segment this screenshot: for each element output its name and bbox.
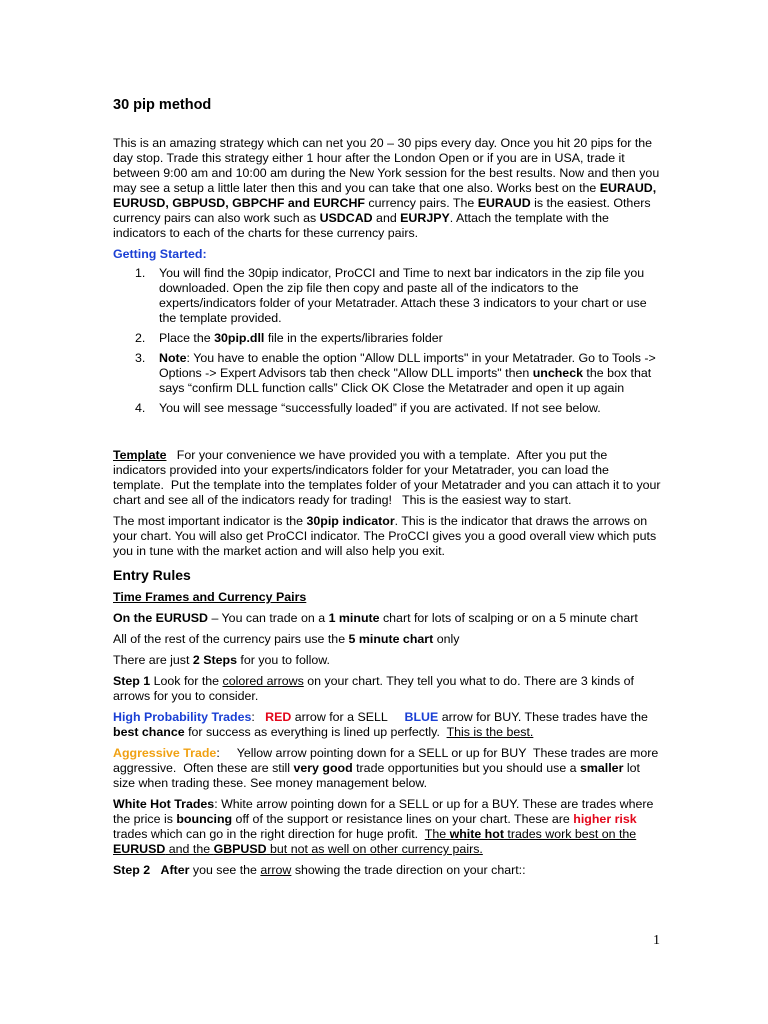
high-probability-label: High Probability Trades: [113, 710, 252, 724]
list-item: [113, 266, 661, 326]
rest-pairs-line: [113, 632, 661, 647]
eurusd-underlined-bold: EURUSD: [113, 842, 166, 856]
high-prob-text: for success as everything is lined up perfectly.: [184, 725, 447, 739]
aggressive-text: trade opportunities but you should use a: [352, 761, 580, 775]
aggressive-trade-label: Aggressive Trade: [113, 746, 217, 760]
white-hot-text: off of the support or resistance lines on your chart. These are: [232, 812, 574, 826]
step2-paragraph: [113, 863, 661, 878]
important-paragraph: [113, 514, 661, 559]
high-prob-text: arrow for BUY. These trades have the: [438, 710, 648, 724]
red-label: RED: [265, 710, 292, 724]
high-probability-paragraph: [113, 710, 661, 740]
best-chance-label: best chance: [113, 725, 185, 739]
one-minute-label: 1 minute: [328, 611, 380, 625]
list-text: : You have to enable the option "Allow DLL imports" in your Metatrader. Go to Tools -> Options -> Expert Advisors tab then check "Allow DLL imports" then: [159, 351, 656, 380]
note-label: Note: [159, 351, 187, 365]
intro-text: is the easiest. Others currency pairs can also work such as: [113, 196, 651, 225]
blue-label: BLUE: [404, 710, 439, 724]
step1-label: Step 1: [113, 674, 151, 688]
step1-text: Look for the: [150, 674, 223, 688]
template-text: For your convenience we have provided you with a template. After you put the indicators provided into your experts/indicators folder for your Metatrader, you can load the template. Put the template into the templates folder of your Metatrader and you can attach it to your chart and see all of the indicators ready for trading! This is the easiest way to start.: [113, 448, 665, 507]
intro-pairs: EURAUD, EURUSD, GBPUSD, GBPCHF and EURCHF: [113, 181, 657, 210]
timeframes-heading: Time Frames and Currency Pairs: [113, 590, 307, 604]
important-text: The most important indicator is the: [113, 514, 307, 528]
important-bold: 30pip indicator: [306, 514, 395, 528]
higher-risk-label: higher risk: [573, 812, 637, 826]
step1-paragraph: [113, 674, 661, 704]
arrow-text: arrow: [260, 863, 292, 877]
intro-text: currency pairs. The: [364, 196, 478, 210]
list-text: file in the experts/libraries folder: [264, 331, 443, 345]
very-good-label: very good: [293, 761, 353, 775]
eurusd-text: – You can trade on a: [208, 611, 329, 625]
list-number: 1.: [135, 266, 146, 280]
list-number: 3.: [135, 351, 146, 365]
aggressive-paragraph: [113, 746, 661, 791]
list-item: [113, 401, 661, 416]
intro-usdcad: USDCAD: [319, 211, 373, 225]
aggressive-text: : Yellow arrow pointing down for a SELL or up for BUY These trades are more aggressive. Often these are still: [113, 746, 662, 775]
two-steps-text: for you to follow.: [236, 653, 330, 667]
intro-eurjpy: EURJPY: [400, 211, 450, 225]
eurusd-line: [113, 611, 661, 626]
high-prob-text: arrow for a SELL: [291, 710, 405, 724]
two-steps-text: There are just: [113, 653, 193, 667]
five-minute-label: 5 minute chart: [348, 632, 434, 646]
steps-list: [113, 266, 661, 416]
after-label: After: [160, 863, 190, 877]
template-label: Template: [113, 448, 167, 462]
list-item: [113, 331, 661, 346]
white-hot-paragraph: [113, 797, 661, 857]
this-is-the-best-text: This is the best.: [446, 725, 534, 739]
rest-text: only: [433, 632, 460, 646]
two-steps-line: [113, 653, 661, 668]
list-item: [113, 351, 661, 396]
intro-euraud: EURAUD: [477, 196, 531, 210]
list-number: 4.: [135, 401, 146, 415]
aggressive-text: lot size when trading these. See money management below.: [113, 761, 640, 790]
white-hot-text: : White arrow pointing down for a SELL or up for a BUY. These are trades where the price is: [113, 797, 654, 826]
intro-paragraph: [113, 136, 661, 241]
white-hot-label: White Hot Trades: [113, 797, 215, 811]
smaller-label: smaller: [580, 761, 624, 775]
intro-text: and: [372, 211, 401, 225]
important-text: . This is the indicator that draws the arrows on your chart. You will also get ProCCI indicator. The ProCCI gives you a good overall view which puts you in tune with the market action and will also help you exit.: [113, 514, 657, 558]
white-hot-underlined: trades work best on the: [503, 827, 637, 841]
white-hot-underlined: The: [424, 827, 450, 841]
uncheck-label: uncheck: [532, 366, 583, 380]
intro-text: . Attach the template with the indicators to each of the charts for these currency pairs.: [113, 211, 609, 240]
getting-started-heading: Getting Started:: [113, 247, 207, 261]
dll-filename: 30pip.dll: [214, 331, 265, 345]
page-content: [113, 96, 665, 884]
page-number: 1: [653, 933, 660, 948]
entry-rules-heading: Entry Rules: [113, 567, 191, 583]
gbpusd-underlined-bold: GBPUSD: [213, 842, 267, 856]
step2-text: you see the: [189, 863, 261, 877]
rest-text: All of the rest of the currency pairs use the: [113, 632, 349, 646]
colored-arrows-text: colored arrows: [222, 674, 304, 688]
list-text: You will see message “successfully loaded” if you are activated. If not see below.: [159, 401, 601, 415]
page-title: 30 pip method: [113, 97, 212, 113]
high-prob-text: :: [251, 710, 266, 724]
step2-label: Step 2: [113, 863, 151, 877]
step1-text: on your chart. They tell you what to do. There are 3 kinds of arrows for you to consider.: [113, 674, 634, 703]
list-text: the box that says “confirm DLL function calls” Click OK Close the Metatrader and open it up again: [159, 366, 652, 395]
eurusd-text: chart for lots of scalping or on a 5 minute chart: [379, 611, 638, 625]
eurusd-label: On the EURUSD: [113, 611, 208, 625]
step2-text: showing the trade direction on your chart::: [291, 863, 526, 877]
template-paragraph: [113, 448, 665, 508]
two-steps-bold: 2 Steps: [192, 653, 237, 667]
bouncing-label: bouncing: [176, 812, 233, 826]
white-hot-text: trades which can go in the right direction for huge profit.: [113, 812, 641, 841]
white-hot-underlined-bold: white hot: [449, 827, 504, 841]
list-text: You will find the 30pip indicator, ProCCI and Time to next bar indicators in the zip file you downloaded. Open the zip file then copy and paste all of the indicators to the experts/indicators folder of your Metatrader. Attach these 3 indicators to your chart or use the template provided.: [159, 266, 647, 325]
white-hot-underlined: and the: [165, 842, 214, 856]
list-text: Place the: [159, 331, 215, 345]
intro-text: This is an amazing strategy which can net you 20 – 30 pips every day. Once you hit 20 pips for the day stop. Trade this strategy either 1 hour after the London Open or if you are in USA, trade it between 9:00 am and 10:00 am during the New York session for the best results. Now and then you may see a setup a little later then this and you can take that one also. Works best on the: [113, 136, 660, 195]
list-number: 2.: [135, 331, 146, 345]
white-hot-underlined: but not as well on other currency pairs.: [266, 842, 483, 856]
